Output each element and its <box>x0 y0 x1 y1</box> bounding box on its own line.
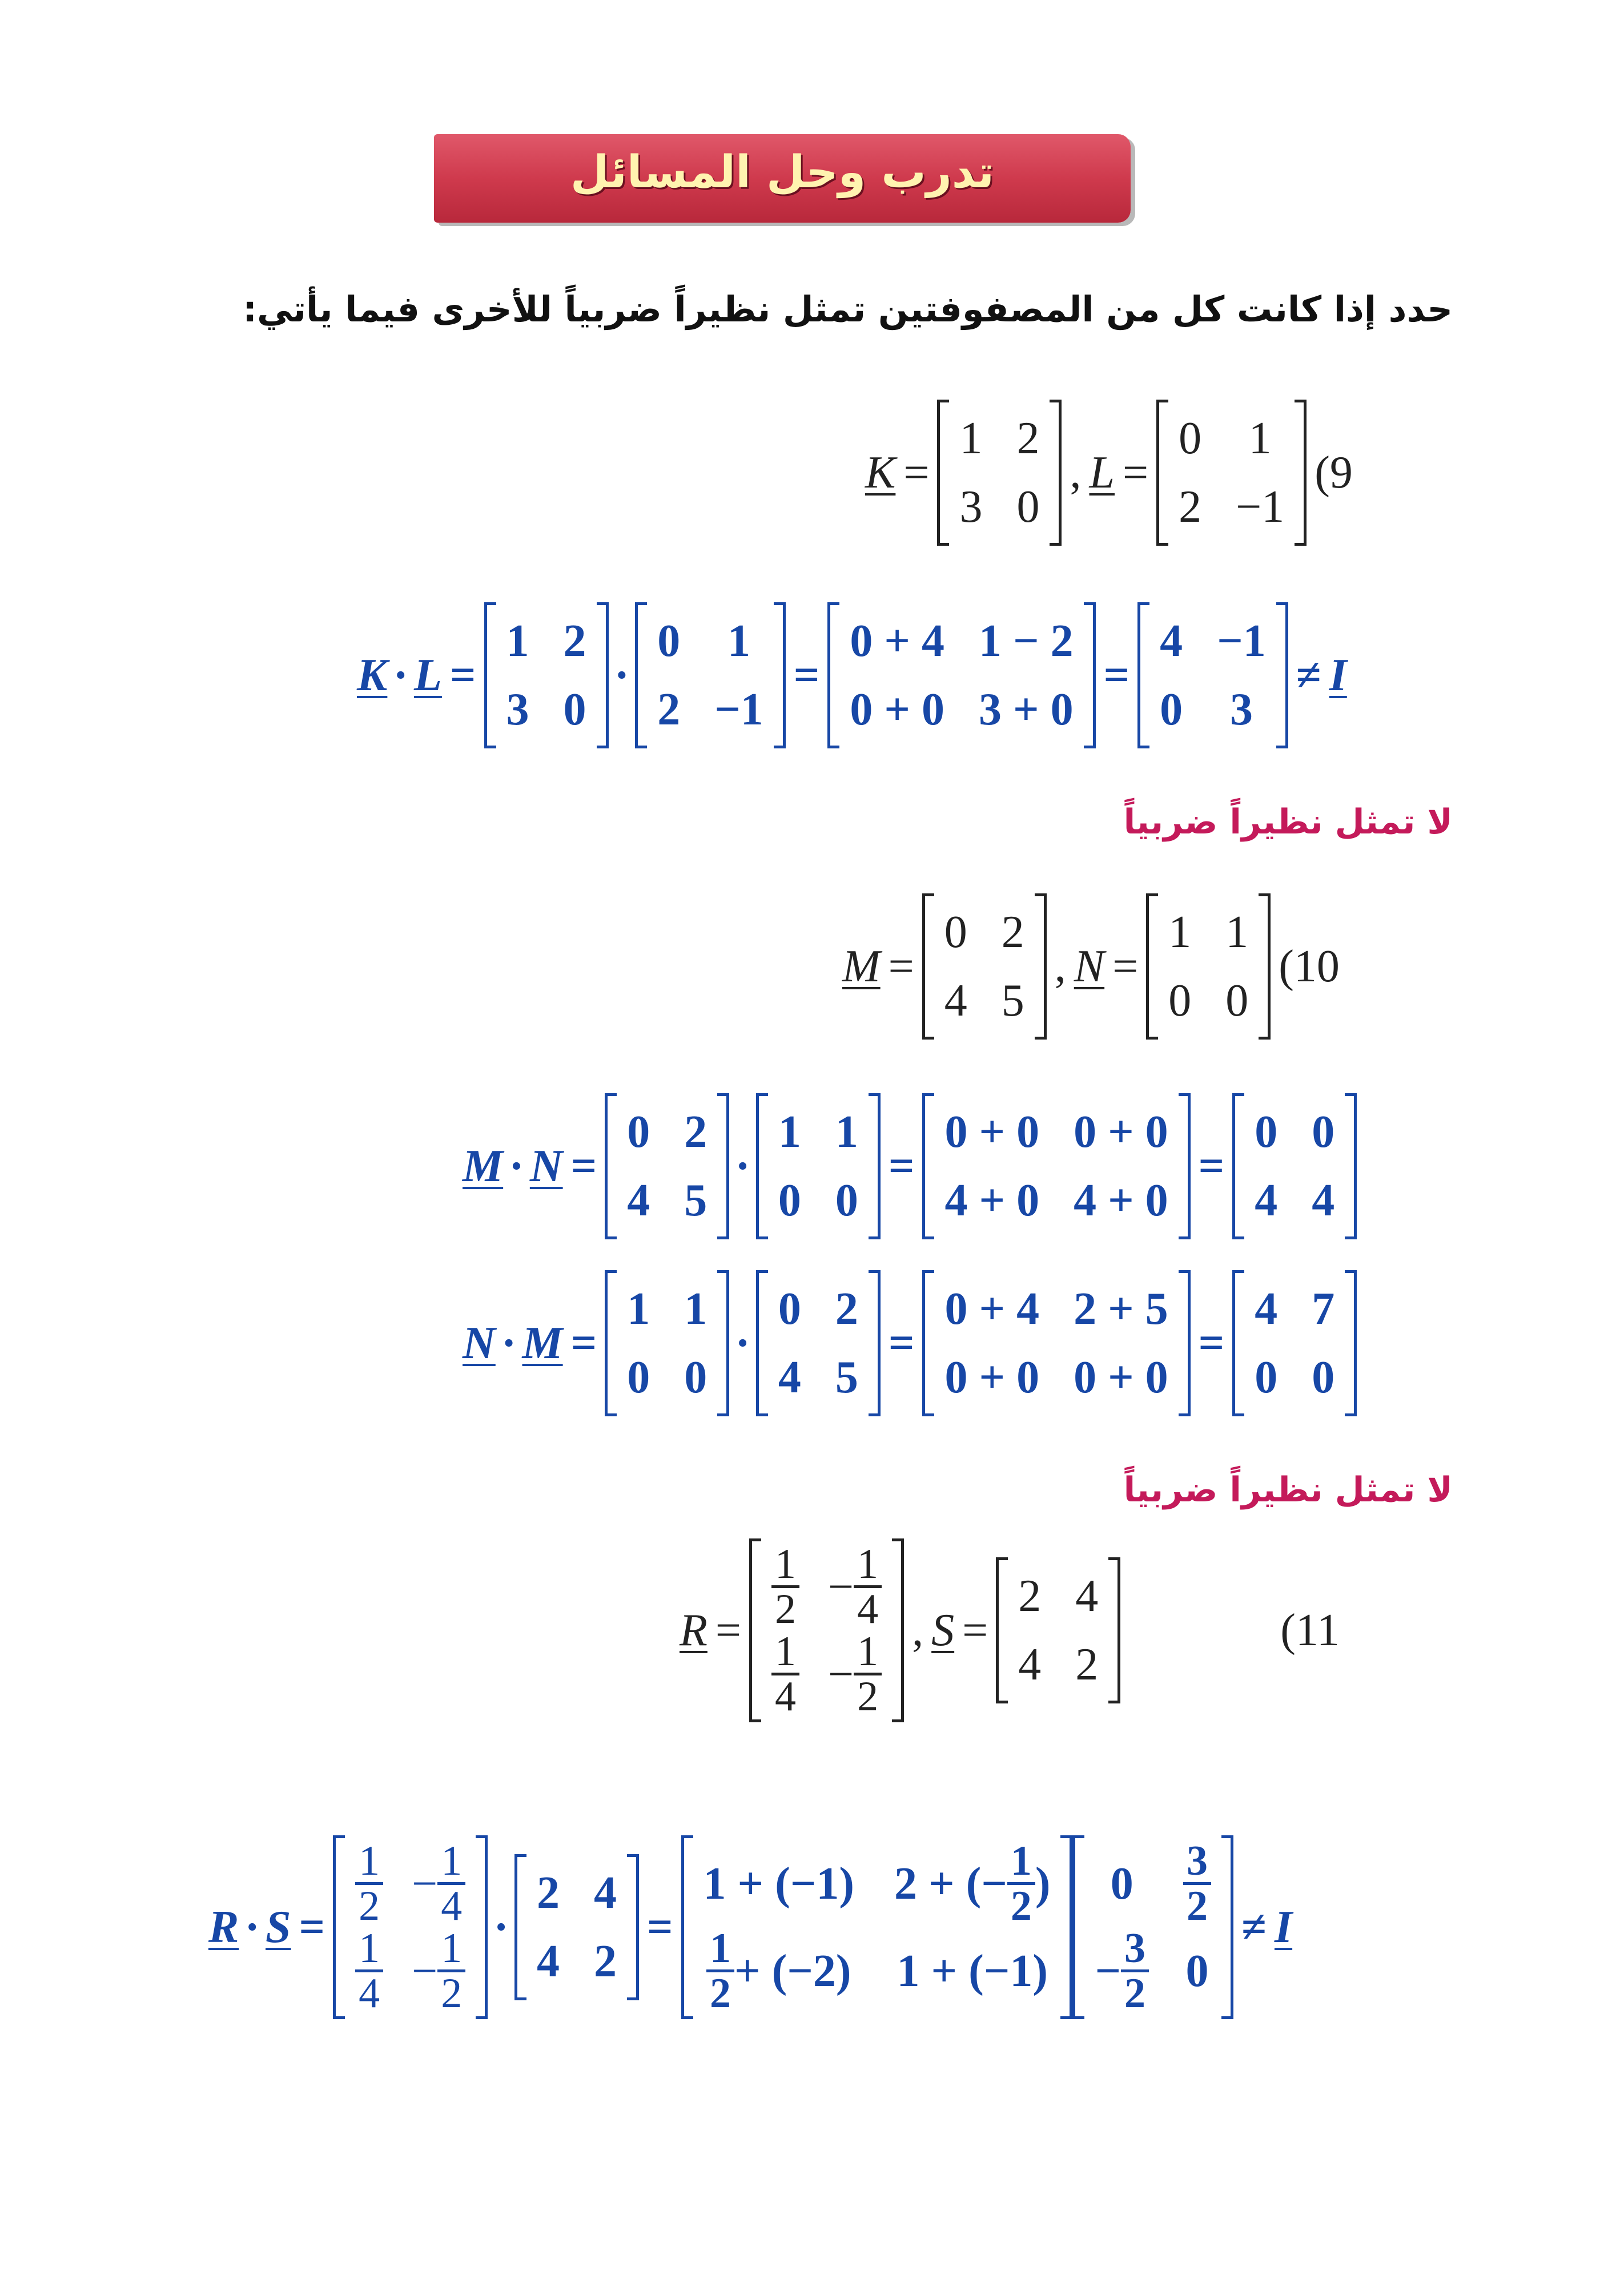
math-token: 2 <box>775 1586 796 1633</box>
matrix-variable: I <box>1329 650 1347 700</box>
matrix <box>756 1093 881 1239</box>
math-token: 2 <box>1124 1970 1146 2017</box>
matrix-cell: 0 <box>657 616 681 666</box>
math-token: − <box>828 1561 854 1612</box>
matrix-cell: 1 + (−1) <box>897 1945 1048 1996</box>
right-bracket <box>869 1270 881 1416</box>
matrix <box>333 1835 488 2019</box>
left-bracket <box>937 400 949 546</box>
matrix <box>635 602 786 748</box>
math-token <box>1244 1270 1345 1416</box>
matrix <box>1137 602 1288 748</box>
math-operator: = <box>888 1141 915 1191</box>
math-token <box>617 1270 717 1416</box>
math-token <box>768 1093 869 1239</box>
right-bracket <box>1221 1835 1233 2019</box>
math-operator: = <box>299 1902 325 1952</box>
left-bracket <box>1232 1270 1244 1416</box>
math-operator: = <box>888 941 914 992</box>
math-token: 1 <box>854 1630 882 1675</box>
math-operator: = <box>646 1902 673 1952</box>
math-token: 2 + (− <box>894 1858 1007 1909</box>
matrix-cell: 0 <box>1168 976 1192 1026</box>
matrix-cell: 0 <box>627 1107 650 1157</box>
math-operator: = <box>715 1605 741 1655</box>
matrix-cell <box>828 1541 882 1633</box>
matrix <box>605 1270 729 1416</box>
matrix-cell: 2 <box>835 1284 858 1334</box>
matrix <box>756 1270 881 1416</box>
right-bracket <box>476 1835 488 2019</box>
matrix-cell: 4 <box>1160 616 1183 666</box>
left-bracket <box>827 602 839 748</box>
math-token: 1 <box>437 1927 465 1972</box>
matrix-cell: 4 <box>627 1175 650 1226</box>
matrix-cell <box>771 1541 799 1633</box>
matrix-cell: 0 <box>1255 1352 1278 1403</box>
fraction <box>355 1838 383 1930</box>
right-bracket <box>1179 1093 1191 1239</box>
right-bracket <box>1345 1093 1357 1239</box>
matrix-cell: 1 <box>684 1284 708 1334</box>
matrix-cell: 0 <box>778 1175 801 1226</box>
matrix-cell: 2 <box>563 616 586 666</box>
math-token: 2 <box>1187 1883 1208 1930</box>
problem-11-solution <box>208 1835 1292 2019</box>
matrix <box>1146 893 1271 1040</box>
matrix-cell: 4 + 0 <box>944 1175 1040 1226</box>
right-bracket <box>869 1093 881 1239</box>
left-bracket <box>1232 1093 1244 1239</box>
matrix-cell: 1 <box>727 616 750 666</box>
matrix <box>827 602 1095 748</box>
matrix-cell: 2 <box>1001 907 1024 957</box>
matrix-cell: 1 <box>778 1107 801 1157</box>
matrix-cell: 4 <box>1075 1571 1099 1621</box>
left-bracket <box>756 1270 768 1416</box>
math-operator: · <box>735 1141 750 1191</box>
math-token <box>1168 400 1295 546</box>
matrix-cell <box>1095 1927 1149 2015</box>
right-bracket <box>1259 893 1271 1040</box>
math-token <box>1084 1835 1221 2019</box>
matrix-cell: 1 <box>1168 907 1192 957</box>
matrix-cell: 0 + 0 <box>944 1352 1040 1403</box>
math-token <box>526 1854 627 2000</box>
left-bracket <box>514 1854 526 2000</box>
fraction <box>771 1541 799 1633</box>
matrix-cell <box>412 1838 465 1930</box>
math-operator: , <box>1054 941 1066 992</box>
matrix-s <box>996 1557 1120 1703</box>
matrix-cell: 2 <box>1179 482 1202 532</box>
math-token <box>934 1093 1178 1239</box>
matrix-cell: 5 <box>684 1175 708 1226</box>
matrix <box>922 1270 1190 1416</box>
matrix-cell: 2 <box>593 1936 617 1987</box>
left-bracket <box>1156 400 1168 546</box>
math-token: 2 <box>857 1673 879 1720</box>
problem-9-solution <box>357 602 1347 748</box>
math-operator: = <box>962 1605 988 1655</box>
math-operator: , <box>912 1605 924 1655</box>
math-token <box>1149 602 1276 748</box>
left-bracket <box>605 1270 617 1416</box>
math-operator: = <box>1103 650 1130 700</box>
left-bracket <box>922 1270 934 1416</box>
left-bracket <box>749 1538 761 1722</box>
left-bracket <box>635 602 647 748</box>
math-operator: · <box>735 1318 750 1368</box>
math-token: 2 <box>1010 1883 1032 1930</box>
math-operator: · <box>244 1902 260 1952</box>
math-operator: · <box>509 1141 524 1191</box>
matrix <box>681 1835 1073 2019</box>
matrix-cell: 4 <box>593 1868 617 1918</box>
matrix-cell: 2 <box>684 1107 708 1157</box>
math-token <box>949 400 1050 546</box>
math-token <box>768 1270 869 1416</box>
matrix-l <box>1156 400 1307 546</box>
matrix-cell: 1 <box>835 1107 858 1157</box>
matrix-cell: 4 <box>778 1352 801 1403</box>
right-bracket <box>1295 400 1307 546</box>
matrix-cell: 2 + 5 <box>1074 1284 1168 1334</box>
math-operator: · <box>614 650 630 700</box>
math-token <box>345 1835 476 2019</box>
matrix-cell: 0 <box>627 1352 650 1403</box>
matrix-cell: 0 + 0 <box>1074 1107 1168 1157</box>
right-bracket <box>1179 1270 1191 1416</box>
left-bracket <box>484 602 496 748</box>
problem-9-answer: لا تمثل نظيراً ضربياً <box>1123 802 1453 842</box>
problem-9-label: (9 <box>1315 448 1353 498</box>
matrix-cell: 2 <box>657 684 681 735</box>
matrix <box>922 893 1047 1040</box>
matrix-cell: −1 <box>1217 616 1266 666</box>
left-bracket <box>1137 602 1149 748</box>
matrix-cell: 0 + 4 <box>850 616 944 666</box>
left-bracket <box>333 1835 345 2019</box>
matrix <box>514 1854 639 2000</box>
matrix-cell: 1 <box>1248 413 1272 464</box>
matrix-cell: 1 <box>506 616 529 666</box>
matrix-cell: 4 <box>536 1936 560 1987</box>
matrix-cell: 1 + (−1) <box>703 1858 854 1909</box>
right-bracket <box>1050 400 1062 546</box>
matrix-variable: L <box>414 650 442 700</box>
problem-10-label: (10 <box>1279 941 1340 992</box>
fraction <box>1007 1838 1035 1930</box>
matrix-cell <box>412 1927 465 2015</box>
math-token: 2 <box>441 1970 463 2017</box>
matrix-cell: 0 <box>944 907 967 957</box>
matrix <box>1232 1270 1357 1416</box>
right-bracket <box>1108 1557 1120 1703</box>
right-bracket <box>597 602 609 748</box>
matrix-variable: M <box>522 1318 563 1368</box>
math-operator: = <box>888 1318 915 1368</box>
math-token: 1 <box>771 1630 799 1675</box>
fraction <box>854 1541 882 1633</box>
math-token <box>617 1093 717 1239</box>
math-token: − <box>1095 1945 1121 1996</box>
fraction <box>1121 1927 1149 2015</box>
matrix-cell: 4 + 0 <box>1074 1175 1168 1226</box>
math-token: 3 <box>1183 1840 1211 1885</box>
matrix-cell <box>771 1630 799 1718</box>
left-bracket <box>922 1093 934 1239</box>
math-token: 1 <box>437 1840 465 1885</box>
math-token <box>934 1270 1178 1416</box>
math-token <box>1244 1093 1345 1239</box>
math-operator: · <box>393 650 409 700</box>
matrix-cell: 0 + 0 <box>1074 1352 1168 1403</box>
matrix-cell: 3 <box>1229 684 1253 735</box>
fraction <box>437 1927 465 2015</box>
matrix-cell: 0 <box>778 1284 801 1334</box>
math-operator: = <box>903 448 930 498</box>
matrix-variable: N <box>1074 941 1105 992</box>
right-bracket <box>1060 1835 1072 2019</box>
left-bracket <box>922 893 934 1040</box>
matrix-cell <box>1183 1838 1211 1930</box>
right-bracket <box>1035 893 1047 1040</box>
math-token <box>496 602 597 748</box>
matrix-variable: S <box>266 1902 291 1952</box>
math-token: 1 <box>355 1840 383 1885</box>
matrix-cell: 4 <box>944 976 967 1026</box>
matrix-cell: −1 <box>714 684 763 735</box>
matrix-cell: 4 <box>1312 1175 1335 1226</box>
matrix-cell: 0 <box>1179 413 1202 464</box>
math-token: 4 <box>441 1883 463 1930</box>
matrix-variable: K <box>357 650 388 700</box>
matrix-cell: 2 <box>1016 413 1040 464</box>
matrix-k <box>937 400 1062 546</box>
math-token: − <box>412 1945 438 1996</box>
matrix-variable: M <box>463 1141 504 1191</box>
matrix-variable: L <box>1089 448 1115 498</box>
matrix-cell: 0 <box>1160 684 1183 735</box>
matrix-cell: 2 <box>1018 1571 1042 1621</box>
math-operator: ≠ <box>1241 1902 1267 1952</box>
problem-10-solution-mn <box>463 1093 1357 1239</box>
matrix <box>484 602 609 748</box>
matrix-cell: 2 <box>536 1868 560 1918</box>
matrix-cell <box>355 1927 383 2015</box>
math-token: − <box>412 1858 438 1909</box>
math-operator: = <box>1198 1318 1225 1368</box>
math-token: 4 <box>359 1970 380 2017</box>
math-token <box>839 602 1083 748</box>
fraction <box>854 1630 882 1718</box>
math-token: 1 <box>854 1543 882 1588</box>
fraction <box>355 1927 383 2015</box>
math-operator: = <box>570 1318 597 1368</box>
math-operator: = <box>1198 1141 1225 1191</box>
matrix-cell: 0 <box>1185 1945 1209 1996</box>
math-operator: · <box>493 1902 509 1952</box>
matrix-cell: 4 <box>1255 1175 1278 1226</box>
matrix-cell <box>355 1838 383 1930</box>
matrix-cell: 7 <box>1312 1284 1335 1334</box>
problem-11-label: (11 <box>1280 1605 1340 1655</box>
matrix-cell: 0 + 0 <box>944 1107 1040 1157</box>
matrix-variable: I <box>1274 1902 1293 1952</box>
math-token: 3 <box>1121 1927 1149 1972</box>
right-bracket <box>892 1538 904 1722</box>
matrix-cell <box>894 1838 1051 1930</box>
right-bracket <box>627 1854 639 2000</box>
matrix-cell: 0 <box>563 684 586 735</box>
math-operator: = <box>793 650 820 700</box>
math-token <box>934 893 1035 1040</box>
math-operator: , <box>1070 448 1082 498</box>
fraction <box>437 1838 465 1930</box>
math-token: 2 <box>710 1970 731 2017</box>
problem-10-solution-nm <box>463 1270 1357 1416</box>
matrix-variable: R <box>680 1605 708 1655</box>
matrix <box>1232 1093 1357 1239</box>
matrix-cell: 0 <box>684 1352 708 1403</box>
math-operator: = <box>1112 941 1139 992</box>
matrix-cell: 0 <box>1312 1352 1335 1403</box>
matrix-cell <box>828 1630 882 1718</box>
math-token: 1 <box>706 1927 734 1972</box>
matrix <box>922 1093 1190 1239</box>
matrix-cell: 0 + 4 <box>944 1284 1040 1334</box>
matrix-cell: 0 <box>1312 1107 1335 1157</box>
fraction <box>771 1630 799 1718</box>
matrix-cell: 4 <box>1255 1284 1278 1334</box>
matrix-cell: 0 <box>1016 482 1040 532</box>
matrix-cell <box>704 1927 854 2015</box>
matrix-variable: M <box>842 941 881 992</box>
math-token <box>1158 893 1259 1040</box>
math-operator: = <box>570 1141 597 1191</box>
math-token: + (−2) <box>734 1945 851 1996</box>
math-token: 4 <box>775 1673 796 1720</box>
matrix-cell: 5 <box>835 1352 858 1403</box>
left-bracket <box>996 1557 1008 1703</box>
matrix-variable: N <box>529 1141 563 1191</box>
math-token <box>761 1538 892 1722</box>
math-token: 1 <box>771 1543 799 1588</box>
problem-9-statement <box>865 400 1353 546</box>
matrix-variable: R <box>208 1902 239 1952</box>
math-operator: · <box>501 1318 517 1368</box>
matrix-cell: 4 <box>1018 1640 1042 1690</box>
math-operator: ≠ <box>1296 650 1321 700</box>
fraction <box>1183 1838 1211 1930</box>
matrix-cell: 5 <box>1001 976 1024 1026</box>
math-token: 2 <box>359 1883 380 1930</box>
instruction-text: حدد إذا كانت كل من المصفوفتين تمثل نظيراً ضربياً للأخرى فيما يأتي: <box>243 288 1453 330</box>
matrix-cell: 0 + 0 <box>850 684 944 735</box>
fraction <box>706 1927 734 2015</box>
matrix-variable: S <box>931 1605 955 1655</box>
left-bracket <box>1146 893 1158 1040</box>
section-title: تدرب وحل المسائل <box>570 147 995 198</box>
matrix-cell: 3 <box>959 482 983 532</box>
matrix-cell: 1 − 2 <box>978 616 1074 666</box>
problem-10-statement <box>842 893 1340 1040</box>
left-bracket <box>1072 1835 1084 2019</box>
math-operator: = <box>449 650 476 700</box>
math-token: ) <box>1035 1858 1051 1909</box>
math-token: 1 <box>355 1927 383 1972</box>
matrix-cell: 0 <box>835 1175 858 1226</box>
matrix-cell: 1 <box>959 413 983 464</box>
math-token <box>1008 1557 1108 1703</box>
matrix-variable: K <box>865 448 896 498</box>
problem-11-statement <box>680 1538 1340 1722</box>
matrix-cell: 1 <box>627 1284 650 1334</box>
right-bracket <box>717 1270 729 1416</box>
math-token: − <box>828 1649 854 1699</box>
matrix-variable: N <box>463 1318 496 1368</box>
right-bracket <box>1084 602 1096 748</box>
matrix <box>605 1093 729 1239</box>
right-bracket <box>1345 1270 1357 1416</box>
matrix-cell: 2 <box>1075 1640 1099 1690</box>
matrix-cell: 0 <box>1255 1107 1278 1157</box>
math-token <box>693 1835 1061 2019</box>
left-bracket <box>756 1093 768 1239</box>
matrix-cell: 1 <box>1225 907 1249 957</box>
matrix-cell: −1 <box>1236 482 1285 532</box>
left-bracket <box>605 1093 617 1239</box>
matrix-cell: 0 <box>1225 976 1249 1026</box>
matrix-cell: 3 + 0 <box>978 684 1074 735</box>
right-bracket <box>1276 602 1288 748</box>
left-bracket <box>681 1835 693 2019</box>
section-banner <box>434 134 1131 223</box>
math-token: 1 <box>1007 1840 1035 1885</box>
matrix-cell: 3 <box>506 684 529 735</box>
right-bracket <box>774 602 786 748</box>
matrix <box>1072 1835 1233 2019</box>
math-token <box>647 602 774 748</box>
matrix-r <box>749 1538 904 1722</box>
right-bracket <box>717 1093 729 1239</box>
problem-10-answer: لا تمثل نظيراً ضربياً <box>1123 1470 1453 1510</box>
math-operator: = <box>1122 448 1149 498</box>
math-token: 4 <box>857 1586 879 1633</box>
matrix-cell: 0 <box>1110 1858 1133 1909</box>
